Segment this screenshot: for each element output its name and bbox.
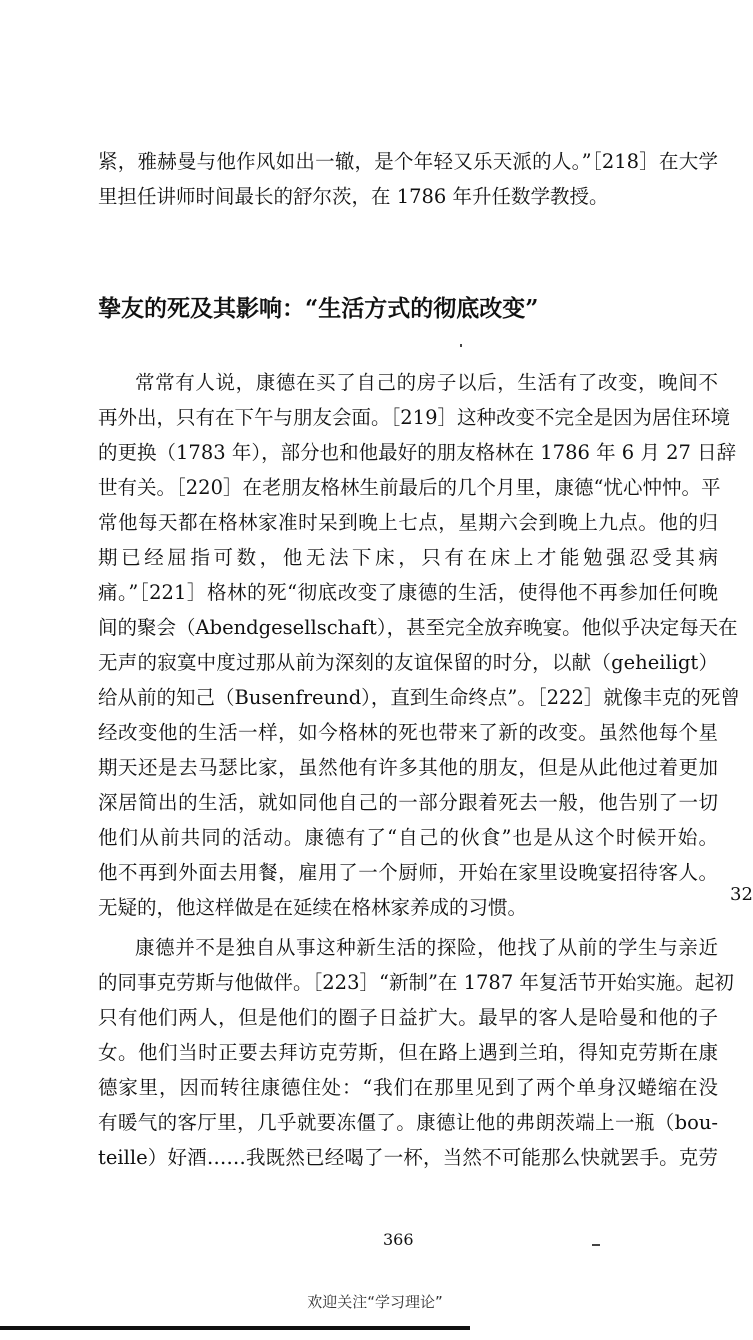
text-line: 经改变他的生活一样，如今格林的死也带来了新的改变。虽然他每个星 (98, 721, 718, 744)
text-line: 他不再到外面去用餐，雇用了一个厨师，开始在家里设晚宴招待客人。 (98, 861, 718, 884)
text-line: 的同事克劳斯与他做伴。［223］“新制”在 1787 年复活节开始实施。起初 (98, 971, 734, 994)
text-line: 再外出，只有在下午与朋友会面。［219］这种改变不完全是因为居住环境 (98, 406, 730, 429)
text-line: 期天还是去马瑟比家，虽然他有许多其他的朋友，但是从此他过着更加 (98, 756, 718, 779)
scan-speck (460, 344, 462, 347)
text-line: teille）好酒……我既然已经喝了一杯，当然不可能那么快就罢手。克劳 (98, 1146, 718, 1169)
text-line: 期已经屈指可数，他无法下床，只有在床上才能勉强忍受其病 (98, 546, 718, 569)
text-line: 德家里，因而转往康德住处：“我们在那里见到了两个单身汉蜷缩在没 (98, 1076, 718, 1099)
text-line: 常他每天都在格林家准时呆到晚上七点，星期六会到晚上九点。他的归 (98, 511, 718, 534)
footer-watermark: 欢迎关注“学习理论” (307, 1293, 443, 1311)
text-line: 紧，雅赫曼与他作风如出一辙，是个年轻又乐天派的人。”［218］在大学 (98, 150, 718, 173)
text-line: 女。他们当时正要去拜访克劳斯，但在路上遇到兰珀，得知克劳斯在康 (98, 1041, 718, 1064)
text-line: 深居简出的生活，就如同他自己的一部分跟着死去一般，他告别了一切 (98, 791, 718, 814)
text-line: 只有他们两人，但是他们的圈子日益扩大。最早的客人是哈曼和他的子 (98, 1006, 718, 1029)
text-line: 的更换（1783 年），部分也和他最好的朋友格林在 1786 年 6 月 27 日辞 (98, 441, 737, 464)
page-number: 366 (383, 1230, 414, 1249)
scan-edge-bar (0, 1326, 470, 1330)
text-line: 世有关。［220］在老朋友格林生前最后的几个月里，康德“忧心忡忡。平 (98, 476, 721, 499)
text-line: 痛。”［221］格林的死“彻底改变了康德的生活，使得他不再参加任何晚 (98, 581, 718, 604)
margin-page-number: 32 (730, 884, 753, 905)
text-line: 他们从前共同的活动。康德有了“自己的伙食”也是从这个时候开始。 (98, 826, 718, 849)
text-line: 无疑的，他这样做是在延续在格林家养成的习惯。 (98, 896, 528, 919)
text-line: 间的聚会（Abendgesellschaft），甚至完全放弃晚宴。他似乎决定每天在 (98, 616, 738, 639)
text-line: 里担任讲师时间最长的舒尔茨，在 1786 年升任数学教授。 (98, 185, 609, 208)
scan-speck (592, 1244, 600, 1246)
text-line: 无声的寂寞中度过那从前为深刻的友谊保留的时分，以献（geheiligt） (98, 651, 718, 674)
text-line: 康德并不是独自从事这种新生活的探险，他找了从前的学生与亲近 (135, 936, 718, 959)
text-line: 给从前的知己（Busenfreund），直到生命终点”。［222］就像丰克的死曾 (98, 686, 740, 709)
text-line: 常常有人说，康德在买了自己的房子以后，生活有了改变，晚间不 (135, 371, 718, 394)
section-heading: 挚友的死及其影响：“生活方式的彻底改变” (98, 295, 539, 322)
text-line: 有暖气的客厅里，几乎就要冻僵了。康德让他的弗朗茨端上一瓶（bou- (98, 1111, 718, 1134)
